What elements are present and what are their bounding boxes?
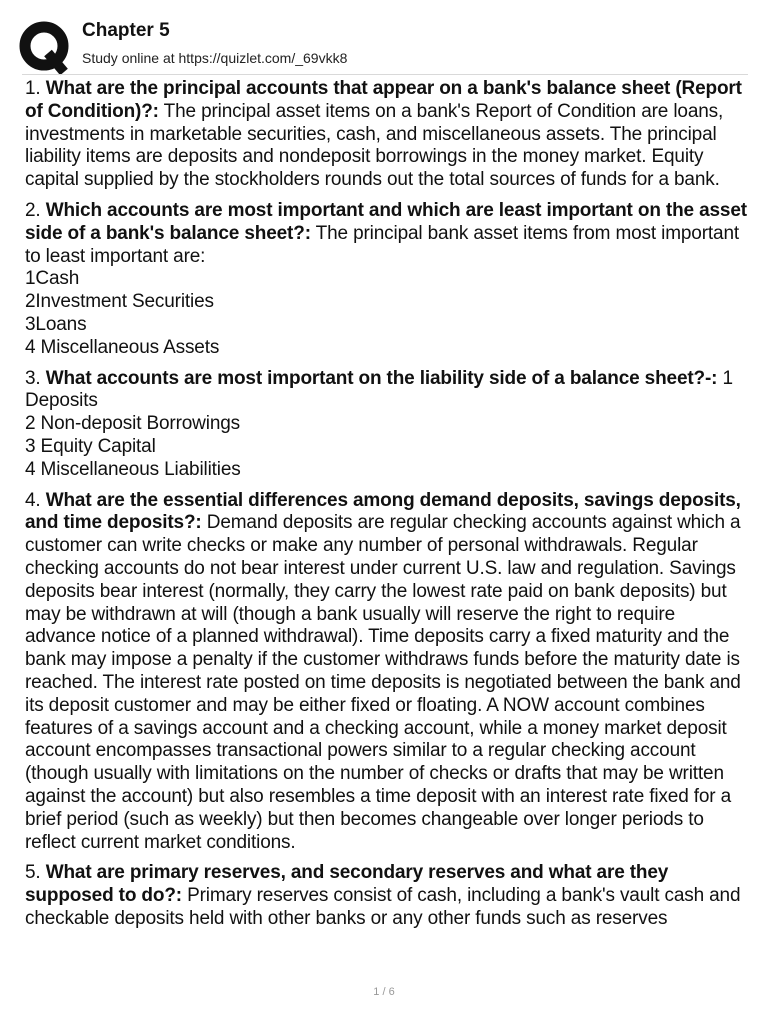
quizlet-logo-icon	[18, 20, 74, 76]
question-text: What accounts are most important on the liability side of a balance sheet?-:	[45, 367, 718, 389]
item-number: 1.	[25, 78, 46, 99]
answer-text: Primary reserves consist of cash, including a bank's vault cash and checkable deposits held with other banks or any other funds such as reserves	[25, 885, 741, 929]
question-text: What are the principal accounts that appear on a bank's balance sheet (Report of Condition)?:	[25, 78, 742, 122]
answer-text: The principal bank asset items from most important to least important are:	[25, 222, 739, 267]
qa-item-1	[25, 78, 747, 192]
page-header	[0, 0, 768, 74]
answer-text: Demand deposits are regular checking accounts against which a customer can write checks or make any number of personal withdrawals. Regular checking accounts do not bear interest under current U.S. law and regulation. Savings deposits bear interest (normally, they carry the lowest rate paid on bank deposits) but may be withdrawn at will (though a bank usually will reserve the right to require advance notice of a planned withdrawal). Time deposits carry a fixed maturity and the bank may impose a penalty if the customer withdraws funds before the maturity date is reached. The interest rate posted on time deposits is negotiated between the bank and its deposit customer and may be either fixed or floating. A NOW account combines features of a savings account and a checking account, while a money market deposit account encompasses transactional powers similar to a regular checking account (though usually with limitations on the number of checks or drafts that may be written against the account) but also resembles a time deposit with an interest rate fixed for a brief period (such as weekly) but then becomes changeable over longer periods to reflect current market conditions.	[25, 512, 741, 853]
list-item: 4 Miscellaneous Liabilities	[25, 458, 241, 480]
item-number: 4.	[25, 489, 46, 511]
qa-item-5	[25, 862, 747, 930]
list-item: 3 Equity Capital	[25, 435, 156, 457]
item-number: 5.	[25, 862, 46, 884]
list-item: 3Loans	[25, 313, 87, 335]
qa-item-2	[25, 200, 747, 360]
answer-text: 1 Deposits	[25, 367, 733, 412]
study-link[interactable]: Study online at https://quizlet.com/_69vkk8	[82, 50, 348, 66]
answer-text: The principal asset items on a bank's Report of Condition are loans, investments in marketable securities, cash, and miscellaneous assets. The principal liability items are deposits and nondeposit borrowings in the money market. Equity capital supplied by the stockholders rounds out the total sources of funds for a bank.	[25, 100, 724, 191]
document-body	[25, 78, 747, 939]
header-divider	[22, 74, 748, 75]
qa-item-4	[25, 490, 747, 855]
list-item: 1Cash	[25, 268, 80, 290]
list-item: 2Investment Securities	[25, 291, 214, 313]
list-item: 4 Miscellaneous Assets	[25, 336, 220, 358]
item-number: 2.	[25, 199, 46, 221]
question-text: What are the essential differences among demand deposits, savings deposits, and time deposits?:	[25, 489, 741, 534]
item-number: 3.	[25, 367, 46, 389]
qa-item-3	[25, 368, 747, 482]
page-title: Chapter 5	[82, 20, 170, 41]
question-text: Which accounts are most important and which are least important on the asset side of a bank's balance sheet?:	[25, 199, 747, 244]
question-text: What are primary reserves, and secondary reserves and what are they supposed to do?:	[25, 862, 669, 907]
list-item: 2 Non-deposit Borrowings	[25, 413, 241, 435]
page-number: 1 / 6	[373, 986, 395, 998]
